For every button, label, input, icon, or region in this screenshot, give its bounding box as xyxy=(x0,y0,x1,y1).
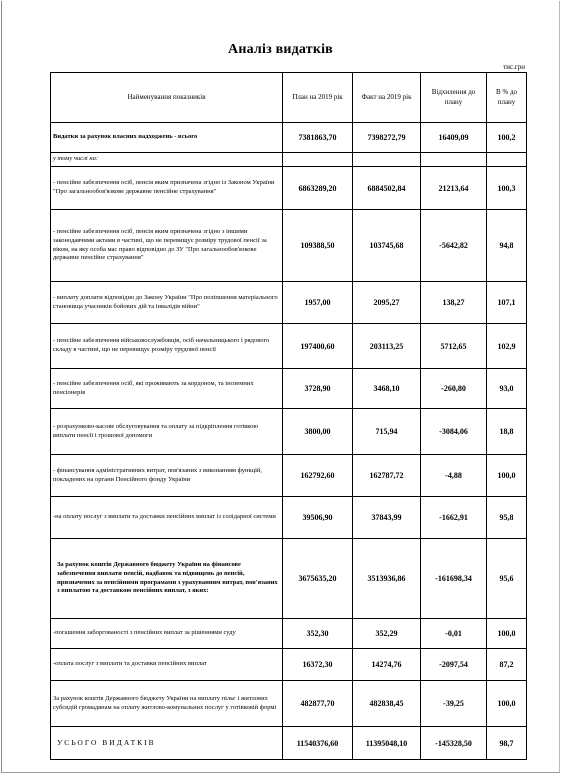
row-plan: 482877,70 xyxy=(283,681,353,727)
row-deviation: -1662,91 xyxy=(421,497,487,539)
header-plan: План на 2019 рік xyxy=(283,73,353,123)
table-row xyxy=(51,210,527,282)
row-name: За рахунок коштів Державного бюджету України на фінансове забезпечення виплати пенсій, надбавок та підвищень до пенсій, призначених за пенсійними програмами з урахуванням витрат, пов'язаних з виплатою та доставкою пенсійних виплат, з яких: xyxy=(51,539,283,619)
table-row xyxy=(51,727,527,760)
row-plan: 6863289,20 xyxy=(283,167,353,210)
row-name: - розрахунково-касове обслуговування та оплату за підкріплення готівкою виплати пенсії і грошової допомоги xyxy=(51,409,283,455)
row-percent: 100,0 xyxy=(487,619,527,649)
row-fact: 7398272,79 xyxy=(353,123,421,153)
row-percent: 18,8 xyxy=(487,409,527,455)
row-deviation: -161698,34 xyxy=(421,539,487,619)
row-fact: 203113,25 xyxy=(353,324,421,369)
row-plan: 7381863,70 xyxy=(283,123,353,153)
row-fact: 14274,76 xyxy=(353,649,421,681)
row-fact: 103745,68 xyxy=(353,210,421,282)
header-row xyxy=(51,73,527,123)
header-name: Найменування показників xyxy=(51,73,283,123)
row-percent: 95,8 xyxy=(487,497,527,539)
table-row xyxy=(51,282,527,324)
row-fact: 162787,72 xyxy=(353,455,421,497)
row-fact: 352,29 xyxy=(353,619,421,649)
row-fact: 715,94 xyxy=(353,409,421,455)
row-percent: 100,2 xyxy=(487,123,527,153)
row-fact: 37843,99 xyxy=(353,497,421,539)
row-name: - пенсійне забезпечення осіб, які проживають за кордоном, та іноземних пенсіонерів xyxy=(51,369,283,409)
row-fact: 2095,27 xyxy=(353,282,421,324)
row-plan xyxy=(283,153,353,167)
row-percent: 100,3 xyxy=(487,167,527,210)
table-row xyxy=(51,649,527,681)
row-deviation: -39,25 xyxy=(421,681,487,727)
row-deviation: 138,27 xyxy=(421,282,487,324)
unit-label: тис.грн xyxy=(503,63,525,71)
row-deviation: 21213,64 xyxy=(421,167,487,210)
row-percent: 100,0 xyxy=(487,455,527,497)
row-deviation: 5712,65 xyxy=(421,324,487,369)
row-name: у тому числі на: xyxy=(51,153,283,167)
table-row xyxy=(51,153,527,167)
row-name: - пенсійне забезпечення військовослужбовців, осіб начальницького і рядового складу в частині, що не перевищує розміру трудової пенсії xyxy=(51,324,283,369)
header-deviation: Відхилення до плану xyxy=(421,73,487,123)
table-row xyxy=(51,539,527,619)
row-percent: 95,6 xyxy=(487,539,527,619)
table-row xyxy=(51,167,527,210)
row-name: УСЬОГО ВИДАТКІВ xyxy=(51,727,283,760)
row-plan: 1957,00 xyxy=(283,282,353,324)
row-fact: 3513936,86 xyxy=(353,539,421,619)
row-name: -на оплату послуг з виплати та доставки пенсійних виплат із солідарної системи xyxy=(51,497,283,539)
row-percent: 102,9 xyxy=(487,324,527,369)
row-plan: 3728,90 xyxy=(283,369,353,409)
row-fact: 11395048,10 xyxy=(353,727,421,760)
table-row xyxy=(51,619,527,649)
row-plan: 11540376,60 xyxy=(283,727,353,760)
row-percent: 107,1 xyxy=(487,282,527,324)
row-plan: 197400,60 xyxy=(283,324,353,369)
table-row xyxy=(51,681,527,727)
row-deviation xyxy=(421,153,487,167)
row-deviation: -4,88 xyxy=(421,455,487,497)
table-row xyxy=(51,123,527,153)
table-row xyxy=(51,497,527,539)
row-fact: 6884502,84 xyxy=(353,167,421,210)
row-plan: 162792,60 xyxy=(283,455,353,497)
row-percent: 100,0 xyxy=(487,681,527,727)
row-name: - пенсійне забезпечення осіб, пенсія яким призначена згідно із Законом України "Про загальнообов'язкове державне пенсійне страхування" xyxy=(51,167,283,210)
row-name: - виплату доплати відповідно до Закону України "Про поліпшення матеріального становища учасників бойових дій та інвалідів війни" xyxy=(51,282,283,324)
row-deviation: -145328,50 xyxy=(421,727,487,760)
row-plan: 109388,50 xyxy=(283,210,353,282)
row-plan: 16372,30 xyxy=(283,649,353,681)
row-percent: 98,7 xyxy=(487,727,527,760)
header-fact: Факт на 2019 рік xyxy=(353,73,421,123)
row-name: -оплата послуг з виплати та доставки пенсійних виплат xyxy=(51,649,283,681)
row-name: Видатки за рахунок власних надходжень - всього xyxy=(51,123,283,153)
row-plan: 3675635,20 xyxy=(283,539,353,619)
row-name: - фінансування адміністративних витрат, пов'язаних з виконанням функцій, покладених на органи Пенсійного фонду України xyxy=(51,455,283,497)
header-percent: В % до плану xyxy=(487,73,527,123)
row-plan: 39506,90 xyxy=(283,497,353,539)
row-deviation: -5642,82 xyxy=(421,210,487,282)
page-title: Аналіз видатків xyxy=(228,42,333,57)
row-name: -погашення заборгованості з пенсійних виплат за рішеннями суду xyxy=(51,619,283,649)
row-percent: 87,2 xyxy=(487,649,527,681)
table-row xyxy=(51,409,527,455)
row-fact xyxy=(353,153,421,167)
table-row xyxy=(51,369,527,409)
row-deviation: 16409,09 xyxy=(421,123,487,153)
row-fact: 482838,45 xyxy=(353,681,421,727)
row-name: - пенсійне забезпечення осіб, пенсія яким призначена згідно з іншими законодавчими актами в частині, що не перевищує розміру трудової пенсії за віком, на яку особа мас право відповідно до ЗУ "Про загальнообов'язкове державне пенсійне страхування" xyxy=(51,210,283,282)
row-plan: 352,30 xyxy=(283,619,353,649)
row-fact: 3468,10 xyxy=(353,369,421,409)
row-deviation: -0,01 xyxy=(421,619,487,649)
row-name: За рахунок коштів Державного бюджету України на виплату пільг і житлових субсидій громадянам на оплату житлово-комунальних послуг у готівковій формі xyxy=(51,681,283,727)
row-deviation: -260,80 xyxy=(421,369,487,409)
row-percent: 94,8 xyxy=(487,210,527,282)
row-deviation: -2097,54 xyxy=(421,649,487,681)
row-plan: 3800,00 xyxy=(283,409,353,455)
row-percent xyxy=(487,153,527,167)
expenses-table xyxy=(50,72,527,760)
row-deviation: -3084,06 xyxy=(421,409,487,455)
table-row xyxy=(51,324,527,369)
table-row xyxy=(51,455,527,497)
row-percent: 93,0 xyxy=(487,369,527,409)
